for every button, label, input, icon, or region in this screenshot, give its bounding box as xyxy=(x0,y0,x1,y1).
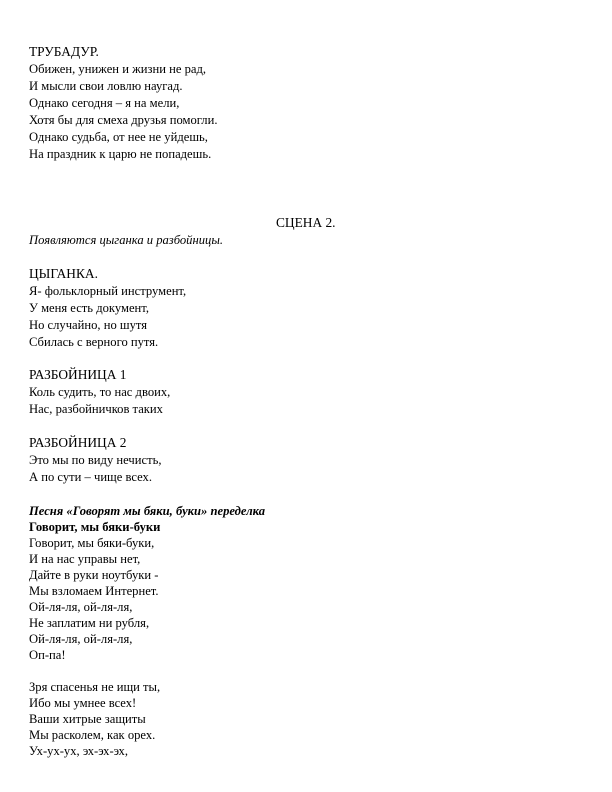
verse-line: Хотя бы для смеха друзья помогли. xyxy=(29,113,218,127)
song-line: Не заплатим ни рубля, xyxy=(29,616,150,630)
song-line: Ой-ля-ля, ой-ля-ля, xyxy=(29,600,133,614)
song-line: Дайте в руки ноутбуки - xyxy=(29,568,159,582)
song-line: Мы взломаем Интернет. xyxy=(29,584,159,598)
song-line: Ой-ля-ля, ой-ля-ля, xyxy=(29,632,133,646)
verse-line: А по сути – чище всех. xyxy=(29,470,152,484)
speaker-robber-2: РАЗБОЙНИЦА 2 xyxy=(29,435,127,450)
verse-line: Нас, разбойничков таких xyxy=(29,402,163,416)
song-line: Ибо мы умнее всех! xyxy=(29,696,137,710)
song-line: Говорит, мы бяки-буки, xyxy=(29,536,155,550)
verse-line: Однако сегодня – я на мели, xyxy=(29,96,180,110)
verse-line: Обижен, унижен и жизни не рад, xyxy=(29,62,207,76)
speaker-robber-1: РАЗБОЙНИЦА 1 xyxy=(29,367,127,382)
verse-line: Это мы по виду нечисть, xyxy=(29,453,162,467)
song-line: Оп-па! xyxy=(29,648,66,662)
song-line: Мы расколем, как орех. xyxy=(29,728,156,742)
song-line: Зря спасенья не ищи ты, xyxy=(29,680,161,694)
verse-line: Однако судьба, от нее не уйдешь, xyxy=(29,130,208,144)
song-title: Песня «Говорят мы бяки, буки» переделка xyxy=(29,504,266,518)
verse-line: У меня есть документ, xyxy=(29,301,149,315)
verse-line: Но случайно, но шутя xyxy=(29,318,148,332)
song-line: Ух-ух-ух, эх-эх-эх, xyxy=(29,744,128,758)
speaker-gypsy: ЦЫГАНКА. xyxy=(29,266,98,281)
scene-title: СЦЕНА 2. xyxy=(276,215,336,230)
verse-line: И мысли свои ловлю наугад. xyxy=(29,79,183,93)
verse-line: На праздник к царю не попадешь. xyxy=(29,147,212,161)
verse-line: Сбилась с верного путя. xyxy=(29,335,159,349)
verse-line: Я- фольклорный инструмент, xyxy=(29,284,187,298)
verse-line: Коль судить, то нас двоих, xyxy=(29,385,171,399)
song-line: И на нас управы нет, xyxy=(29,552,141,566)
speaker-troubadour: ТРУБАДУР. xyxy=(29,44,99,59)
song-subtitle: Говорит, мы бяки-буки xyxy=(29,520,161,534)
song-line: Ваши хитрые защиты xyxy=(29,712,146,726)
stage-direction: Появляются цыганка и разбойницы. xyxy=(29,233,223,247)
